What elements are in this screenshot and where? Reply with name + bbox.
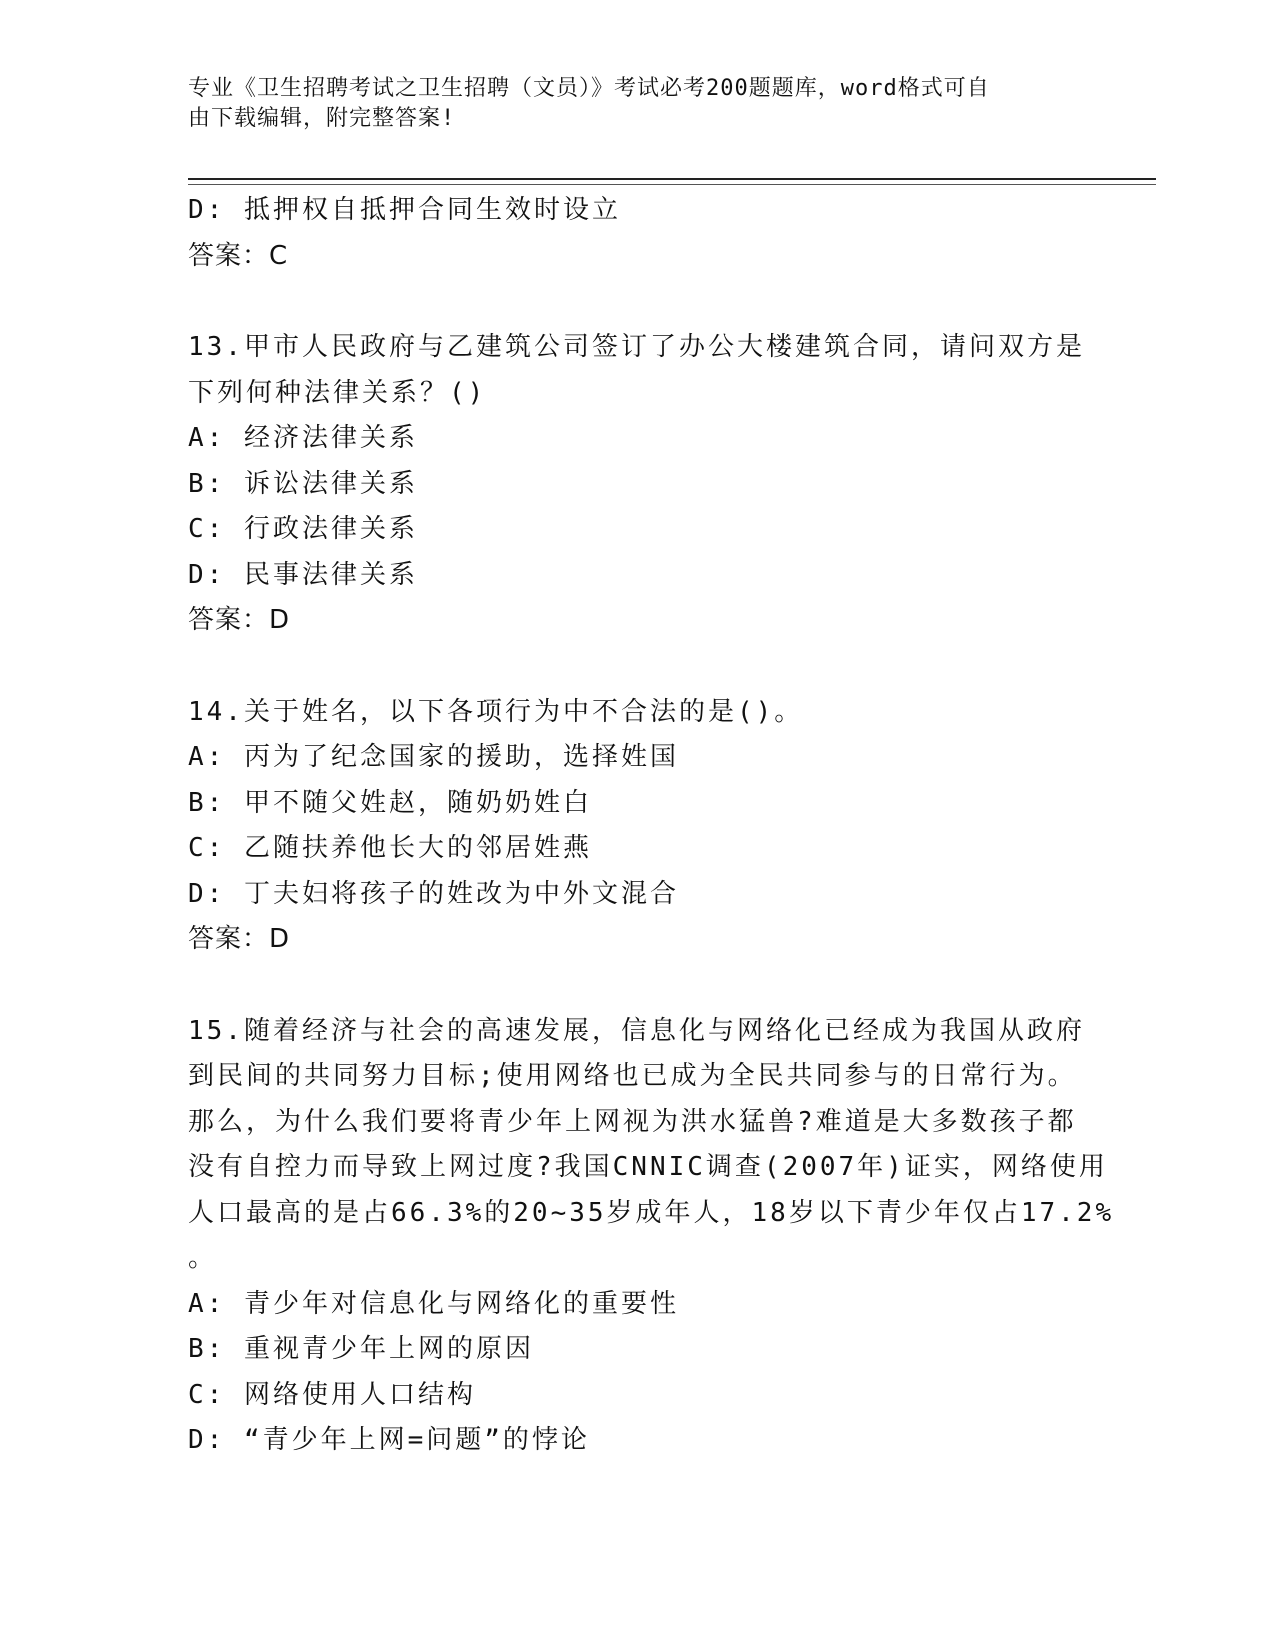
question-spacer [188, 644, 1088, 690]
question-text-line: 没有自控力而导致上网过度?我国CNNIC调查(2007年)证实，网络使用 [188, 1152, 1108, 1182]
option-a: A: 青少年对信息化与网络化的重要性 [188, 1288, 679, 1319]
question-list [188, 188, 1115, 1464]
document-header [188, 74, 1088, 134]
question-text-line: 那么，为什么我们要将青少年上网视为洪水猛兽?难道是大多数孩子都 [188, 1106, 1077, 1137]
option-a: A: 经济法律关系 [188, 423, 418, 453]
question-text-line: 下列何种法律关系？() [188, 377, 487, 408]
option-b: B: 甲不随父姓赵，随奶奶姓白 [188, 787, 592, 818]
option-b: B: 重视青少年上网的原因 [188, 1334, 534, 1364]
answer-line: 答案：C [188, 240, 289, 271]
option-b: B: 诉讼法律关系 [188, 468, 418, 499]
question-text-line: 15.随着经济与社会的高速发展，信息化与网络化已经成为我国从政府 [188, 1015, 1085, 1046]
header-divider-thick [188, 178, 1156, 180]
option-d: D: “青少年上网=问题”的悖论 [188, 1425, 590, 1455]
option-d: D: 抵押权自抵押合同生效时设立 [188, 195, 621, 225]
question-spacer [188, 279, 1088, 325]
question-15 [188, 1009, 1115, 1464]
header-line-2: 由下载编辑，附完整答案! [188, 106, 456, 131]
question-13 [188, 325, 1088, 644]
option-c: C: 乙随扶养他长大的邻居姓燕 [188, 833, 592, 863]
option-a: A: 丙为了纪念国家的援助，选择姓国 [188, 742, 679, 772]
question-text-line: 。 [188, 1243, 218, 1273]
option-c: C: 网络使用人口结构 [188, 1379, 476, 1410]
answer-line: 答案：D [188, 605, 291, 635]
header-divider-thin [188, 184, 1156, 185]
question-text-line: 人口最高的是占66.3%的20~35岁成年人，18岁以下青少年仅占17.2% [188, 1197, 1115, 1228]
option-d: D: 民事法律关系 [188, 559, 418, 590]
question-14 [188, 690, 1088, 963]
question-text-line: 到民间的共同努力目标;使用网络也已成为全民共同参与的日常行为。 [188, 1061, 1077, 1091]
previous-question-tail [188, 188, 1088, 279]
header-line-1: 专业《卫生招聘考试之卫生招聘（文员）》考试必考200题题库，word格式可自 [188, 76, 990, 101]
question-text-line: 13.甲市人民政府与乙建筑公司签订了办公大楼建筑合同，请问双方是 [188, 332, 1085, 362]
question-spacer [188, 963, 1088, 1009]
option-d: D: 丁夫妇将孩子的姓改为中外文混合 [188, 878, 679, 909]
answer-line: 答案：D [188, 924, 291, 954]
option-c: C: 行政法律关系 [188, 514, 418, 544]
question-text-line: 14.关于姓名，以下各项行为中不合法的是()。 [188, 696, 804, 727]
